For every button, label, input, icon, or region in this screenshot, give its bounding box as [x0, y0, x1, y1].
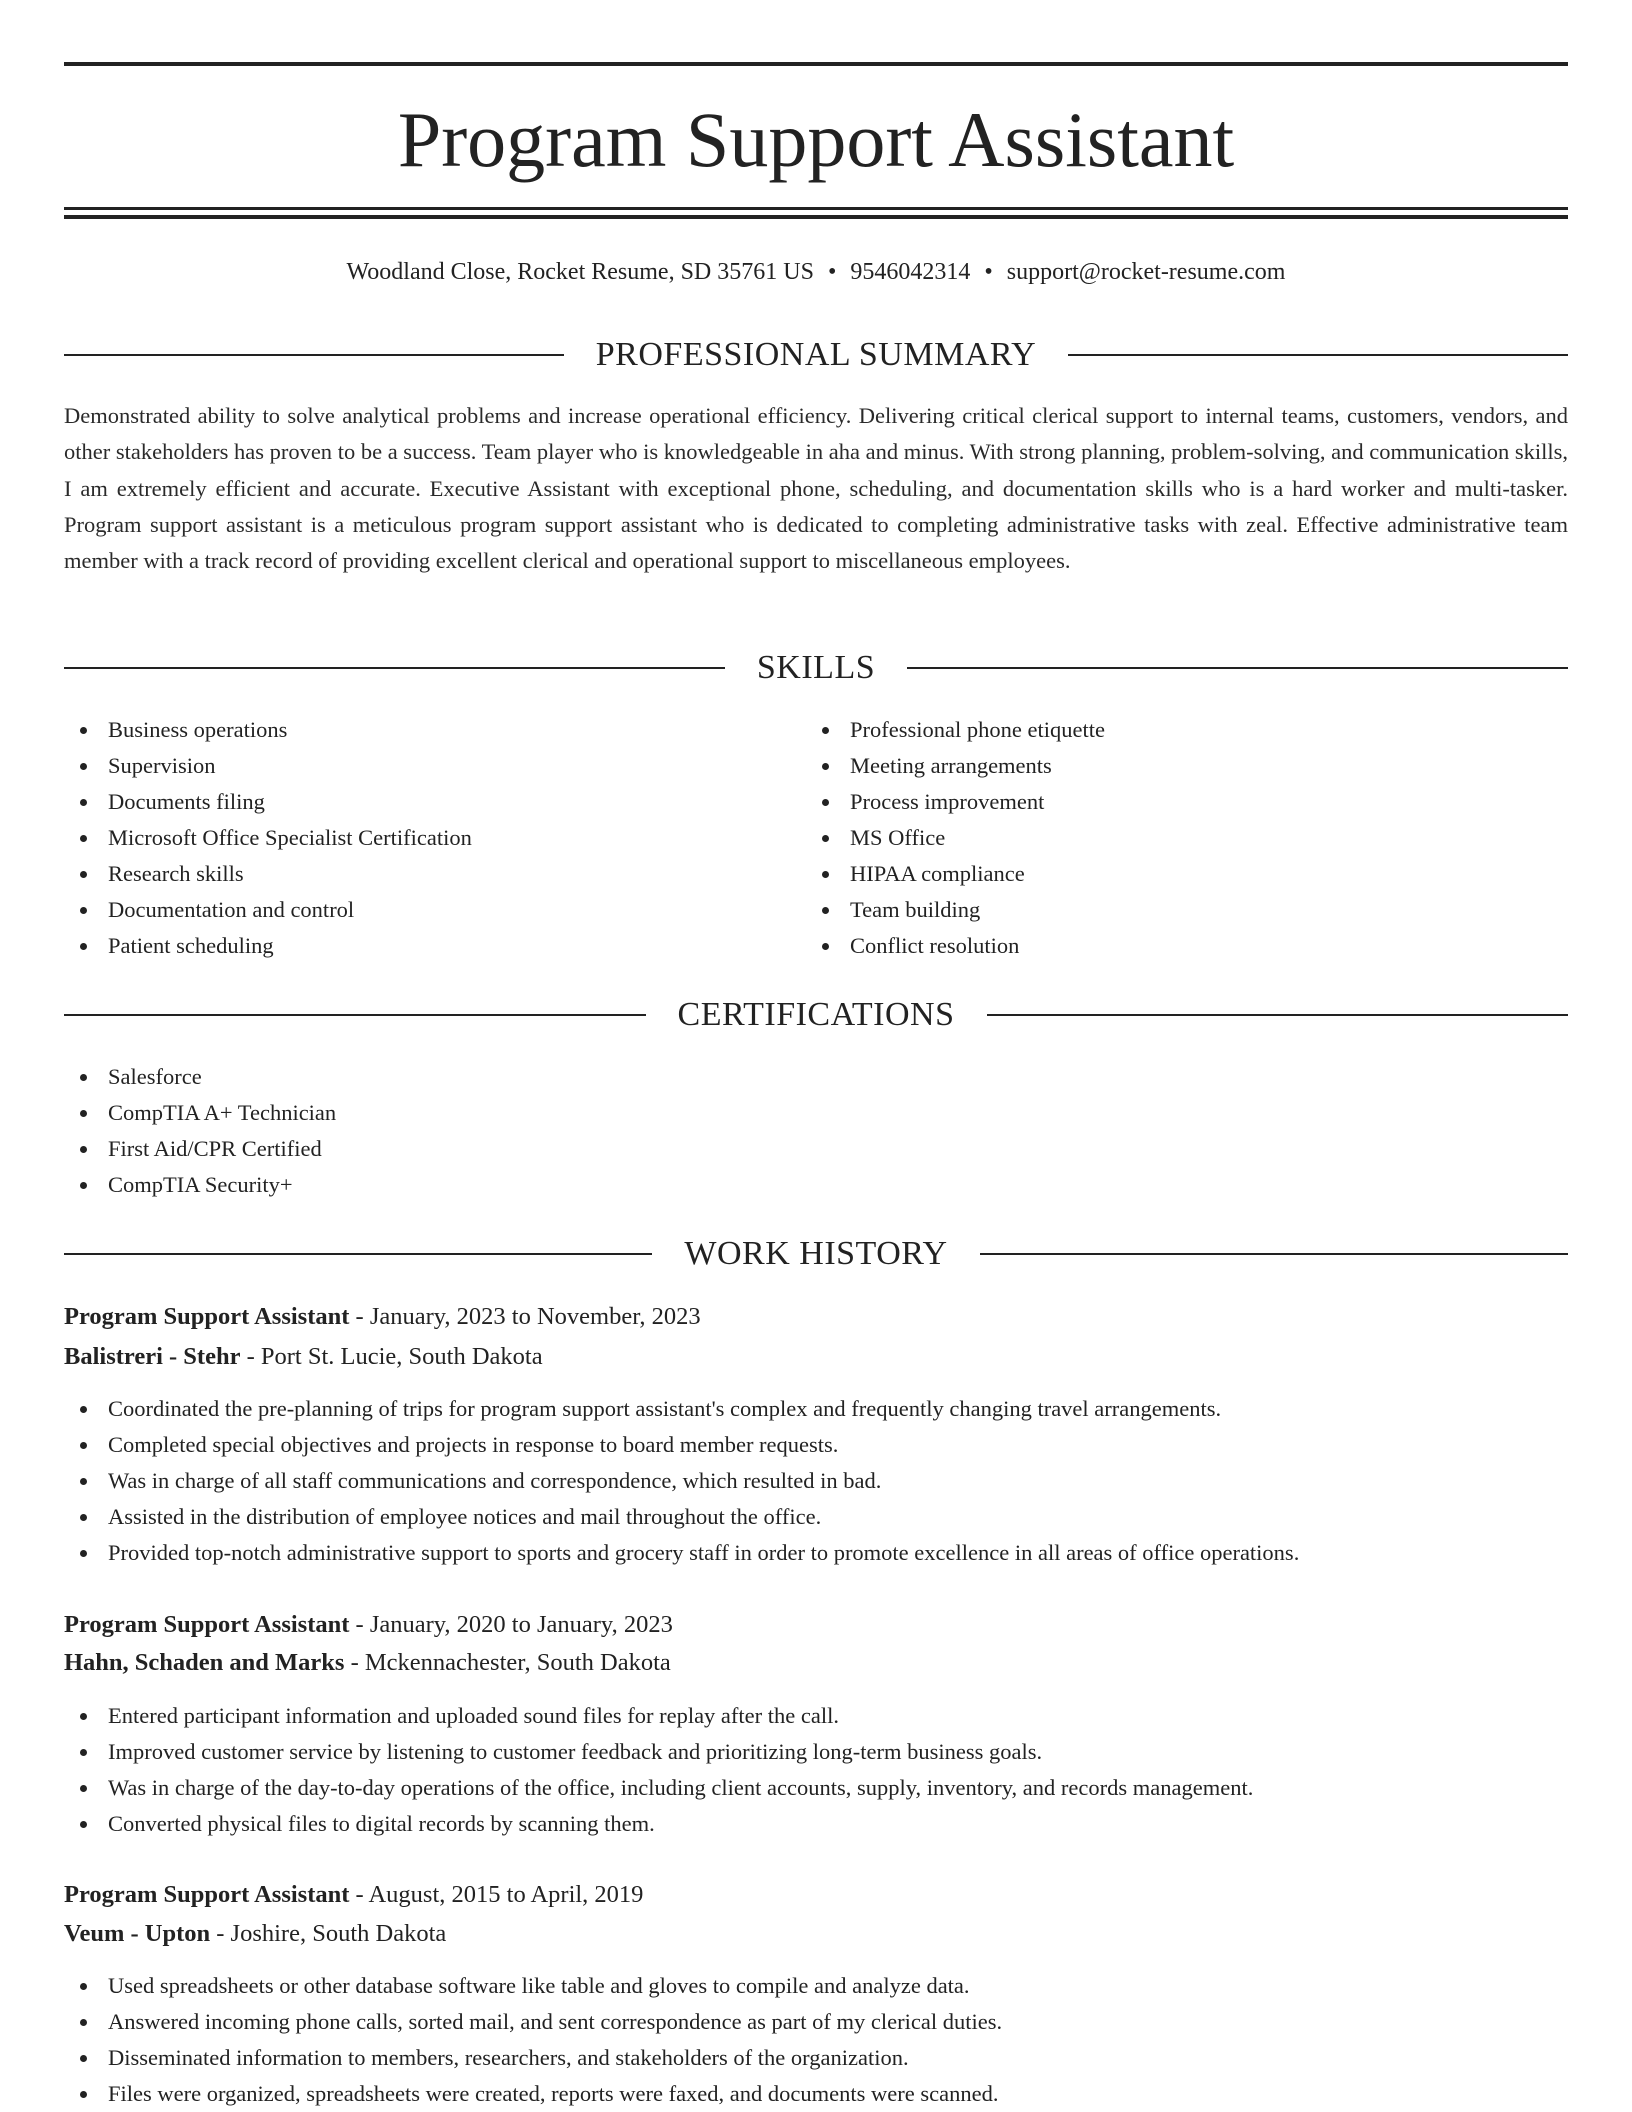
top-rule [64, 62, 1568, 66]
skill-item: Documents filing [64, 784, 472, 820]
heading-rule-right [987, 1014, 1569, 1016]
heading-rule-right [1068, 354, 1568, 356]
skill-item: HIPAA compliance [806, 856, 1105, 892]
skills-heading-text: SKILLS [756, 649, 876, 686]
job-bullet: Disseminated information to members, researchers, and stakeholders of the organization. [64, 2040, 1002, 2076]
work-history-heading [64, 1232, 1568, 1276]
heading-rule-right [980, 1253, 1568, 1255]
job-title: Program Support Assistant [64, 1611, 350, 1638]
job-dates: - January, 2023 to November, 2023 [349, 1303, 701, 1330]
job-bullet: Improved customer service by listening to customer feedback and prioritizing long-term business goals. [64, 1734, 1253, 1770]
job-title-line [64, 1298, 701, 1336]
skills-list-left [64, 712, 472, 964]
contact-separator: • [984, 259, 993, 285]
job-bullet: Was in charge of the day-to-day operations of the office, including client accounts, supply, inventory, and records management. [64, 1770, 1253, 1806]
job-dates: - August, 2015 to April, 2019 [349, 1881, 644, 1908]
job-bullet: Used spreadsheets or other database software like table and gloves to compile and analyze data. [64, 1968, 1002, 2004]
job-bullet: Coordinated the pre-planning of trips for program support assistant's complex and frequently changing travel arrangements. [64, 1391, 1299, 1427]
work-history-heading-text: WORK HISTORY [684, 1235, 948, 1272]
job-bullets [64, 1391, 1299, 1571]
skill-item: MS Office [806, 820, 1105, 856]
job-location: - Joshire, South Dakota [210, 1920, 447, 1947]
skill-item: Patient scheduling [64, 928, 472, 964]
skill-item: Documentation and control [64, 892, 472, 928]
job-title: Program Support Assistant [64, 1303, 350, 1330]
skills-list-right [806, 712, 1105, 964]
skill-item: Microsoft Office Specialist Certification [64, 820, 472, 856]
skill-item: Conflict resolution [806, 928, 1105, 964]
job-bullet: Provided top-notch administrative support to sports and grocery staff in order to promote excellence in all areas of office operations. [64, 1535, 1299, 1571]
job-location: - Mckennachester, South Dakota [344, 1649, 671, 1676]
skill-item: Team building [806, 892, 1105, 928]
heading-rule-left [64, 667, 725, 669]
name-rule-upper [64, 207, 1568, 210]
job-bullets [64, 1968, 1002, 2112]
job-bullet: Answered incoming phone calls, sorted mail, and sent correspondence as part of my clerical duties. [64, 2004, 1002, 2040]
job-company: Hahn, Schaden and Marks [64, 1649, 345, 1676]
job-bullet: Completed special objectives and projects in response to board member requests. [64, 1427, 1299, 1463]
certifications-heading [64, 993, 1568, 1037]
name-rule-lower [64, 215, 1568, 219]
skill-item: Process improvement [806, 784, 1105, 820]
contact-phone: 9546042314 [850, 259, 971, 285]
summary-heading-text: PROFESSIONAL SUMMARY [595, 336, 1037, 373]
job-location: - Port St. Lucie, South Dakota [240, 1343, 543, 1370]
skill-item: Research skills [64, 856, 472, 892]
job-bullet: Converted physical files to digital records by scanning them. [64, 1806, 1253, 1842]
certification-item: CompTIA Security+ [64, 1167, 336, 1203]
certification-item: Salesforce [64, 1059, 336, 1095]
job-company-line [64, 1915, 446, 1953]
certifications-list [64, 1059, 336, 1203]
heading-rule-right [907, 667, 1568, 669]
job-company-line [64, 1644, 671, 1682]
resume-name: Program Support Assistant [397, 96, 1235, 183]
summary-heading [64, 333, 1568, 377]
heading-rule-left [64, 1253, 652, 1255]
contact-separator: • [827, 259, 837, 285]
summary-text: Demonstrated ability to solve analytical problems and increase operational efficiency. Delivering critical clerical support to internal teams, customers, vendors, and other stakeholders has proven to be a success. Team player who is knowledgeable in aha and minus. With strong planning, problem-solving, and communication skills, I am extremely efficient and accurate. Executive Assistant with exceptional phone, scheduling, and documentation skills who is a hard worker and multi-tasker. Program support assistant is a meticulous program support assistant who is dedicated to completing administrative tasks with zeal. Effective administrative team member with a track record of providing excellent clerical and operational support to miscellaneous employees. [64, 403, 1568, 574]
contact-address: Woodland Close, Rocket Resume, SD 35761 US [346, 259, 814, 285]
skill-item: Meeting arrangements [806, 748, 1105, 784]
job-bullet: Files were organized, spreadsheets were created, reports were faxed, and documents were scanned. [64, 2076, 1002, 2112]
job-company: Veum - Upton [64, 1920, 211, 1947]
contact-email: support@rocket-resume.com [1006, 259, 1286, 285]
contact-line [64, 252, 1568, 292]
certifications-heading-text: CERTIFICATIONS [677, 996, 955, 1033]
skill-item: Business operations [64, 712, 472, 748]
heading-rule-left [64, 1014, 646, 1016]
skill-item: Professional phone etiquette [806, 712, 1105, 748]
heading-rule-left [64, 354, 564, 356]
job-title: Program Support Assistant [64, 1881, 350, 1908]
job-title-line [64, 1876, 643, 1914]
job-title-line [64, 1606, 673, 1644]
skill-item: Supervision [64, 748, 472, 784]
skills-heading [64, 646, 1568, 690]
job-bullet: Assisted in the distribution of employee notices and mail throughout the office. [64, 1499, 1299, 1535]
job-dates: - January, 2020 to January, 2023 [349, 1611, 673, 1638]
certification-item: CompTIA A+ Technician [64, 1095, 336, 1131]
certification-item: First Aid/CPR Certified [64, 1131, 336, 1167]
job-bullet: Entered participant information and uploaded sound files for replay after the call. [64, 1698, 1253, 1734]
job-company-line [64, 1338, 543, 1376]
job-company: Balistreri - Stehr [64, 1343, 241, 1370]
job-bullets [64, 1698, 1253, 1842]
job-bullet: Was in charge of all staff communications and correspondence, which resulted in bad. [64, 1463, 1299, 1499]
